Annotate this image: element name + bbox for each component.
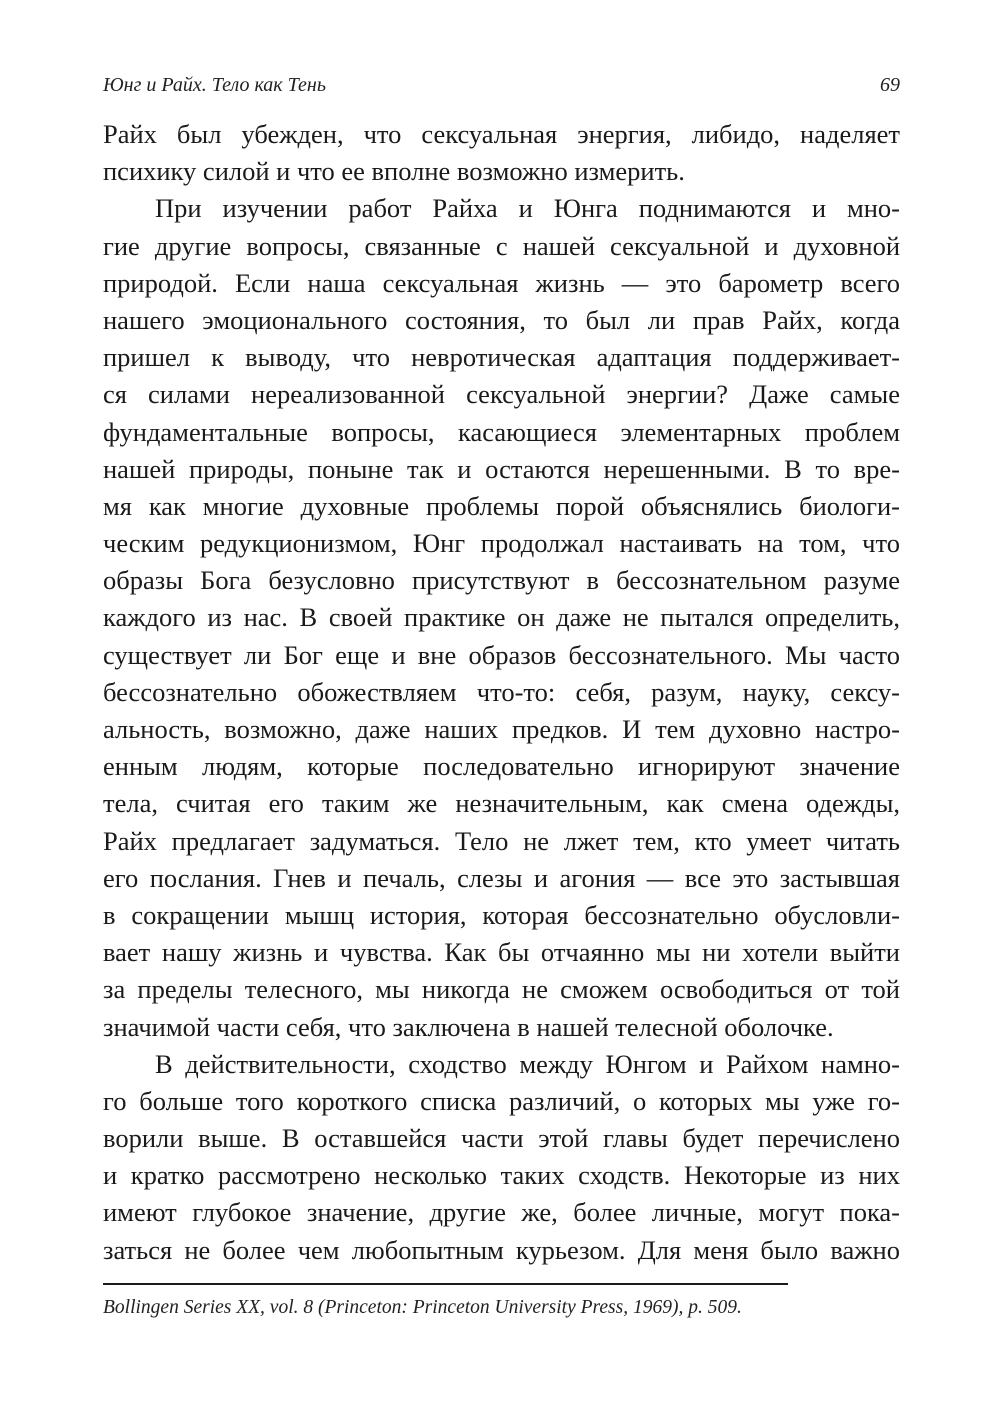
text-line: и кратко рассмотрено несколько таких сходств. Некоторые из них (103, 1160, 900, 1191)
text-line: его послания. Гнев и печаль, слезы и агония — все это застывшая (103, 862, 900, 893)
text-line: психику силой и что ее вполне возможно измерить. (103, 156, 685, 187)
text-line: тела, считая его таким же незначительным, как смена одежды, (103, 788, 900, 819)
text-line: существует ли Бог еще и вне образов бессознательного. Мы часто (103, 639, 900, 670)
footnote-divider (103, 1283, 788, 1285)
running-head (103, 74, 900, 104)
text-line: вает нашу жизнь и чувства. Как бы отчаянно мы ни хотели выйти (103, 937, 900, 968)
text-line: ся силами нереализованной сексуальной энергии? Даже самые (103, 379, 900, 410)
body-text (103, 116, 900, 1269)
text-line: пришел к выводу, что невротическая адаптация поддерживает- (103, 342, 900, 373)
text-line: мя как многие духовные проблемы порой объяснялись биологи- (103, 490, 900, 521)
text-line: гие другие вопросы, связанные с нашей сексуальной и духовной (103, 230, 900, 261)
text-line: фундаментальные вопросы, касающиеся элементарных проблем (103, 416, 900, 447)
text-line: ческим редукционизмом, Юнг продолжал настаивать на том, что (103, 528, 900, 559)
text-line: Райх был убежден, что сексуальная энергия, либидо, наделяет (103, 119, 900, 149)
text-line: ворили выше. В оставшейся части этой главы будет перечислено (103, 1123, 900, 1154)
text-line: нашей природы, поныне так и остаются нерешенными. В то вре- (103, 453, 900, 484)
paragraph-first-line: В действительности, сходство между Юнгом и Райхом намно- (155, 1048, 900, 1079)
text-line: значимой части себя, что заключена в нашей телесной оболочке. (103, 1011, 834, 1042)
text-line: за пределы телесного, мы никогда не сможем освободиться от той (103, 974, 900, 1005)
text-line: заться не более чем любопытным курьезом. Для меня было важно (103, 1234, 900, 1265)
text-line: бессознательно обожествляем что-то: себя, разум, науку, сексу- (103, 676, 900, 707)
paragraph-first-line: При изучении работ Райха и Юнга поднимаются и мно- (155, 193, 900, 224)
text-line: в сокращении мышц история, которая бессознательно обусловли- (103, 899, 900, 930)
footnote: Bollingen Series XX, vol. 8 (Princeton: Princeton University Press, 1969), p. 509. (103, 1297, 742, 1318)
text-line: каждого из нас. В своей практике он даже не пытался определить, (103, 602, 900, 633)
text-line: альность, возможно, даже наших предков. И тем духовно настро- (103, 714, 900, 744)
running-head-title: Юнг и Райх. Тело как Тень (103, 74, 326, 96)
text-line: Райх предлагает задуматься. Тело не лжет тем, кто умеет читать (103, 825, 900, 856)
text-line: го больше того короткого списка различий, о которых мы уже го- (103, 1085, 900, 1116)
text-line: природой. Если наша сексуальная жизнь — это барометр всего (103, 267, 900, 298)
text-line: имеют глубокое значение, другие же, более личные, могут пока- (103, 1197, 900, 1228)
text-line: енным людям, которые последовательно игнорируют значение (103, 751, 900, 782)
text-line: нашего эмоционального состояния, то был ли прав Райх, когда (103, 304, 900, 335)
text-line: образы Бога безусловно присутствуют в бессознательном разуме (103, 565, 900, 596)
page-number: 69 (880, 74, 900, 96)
